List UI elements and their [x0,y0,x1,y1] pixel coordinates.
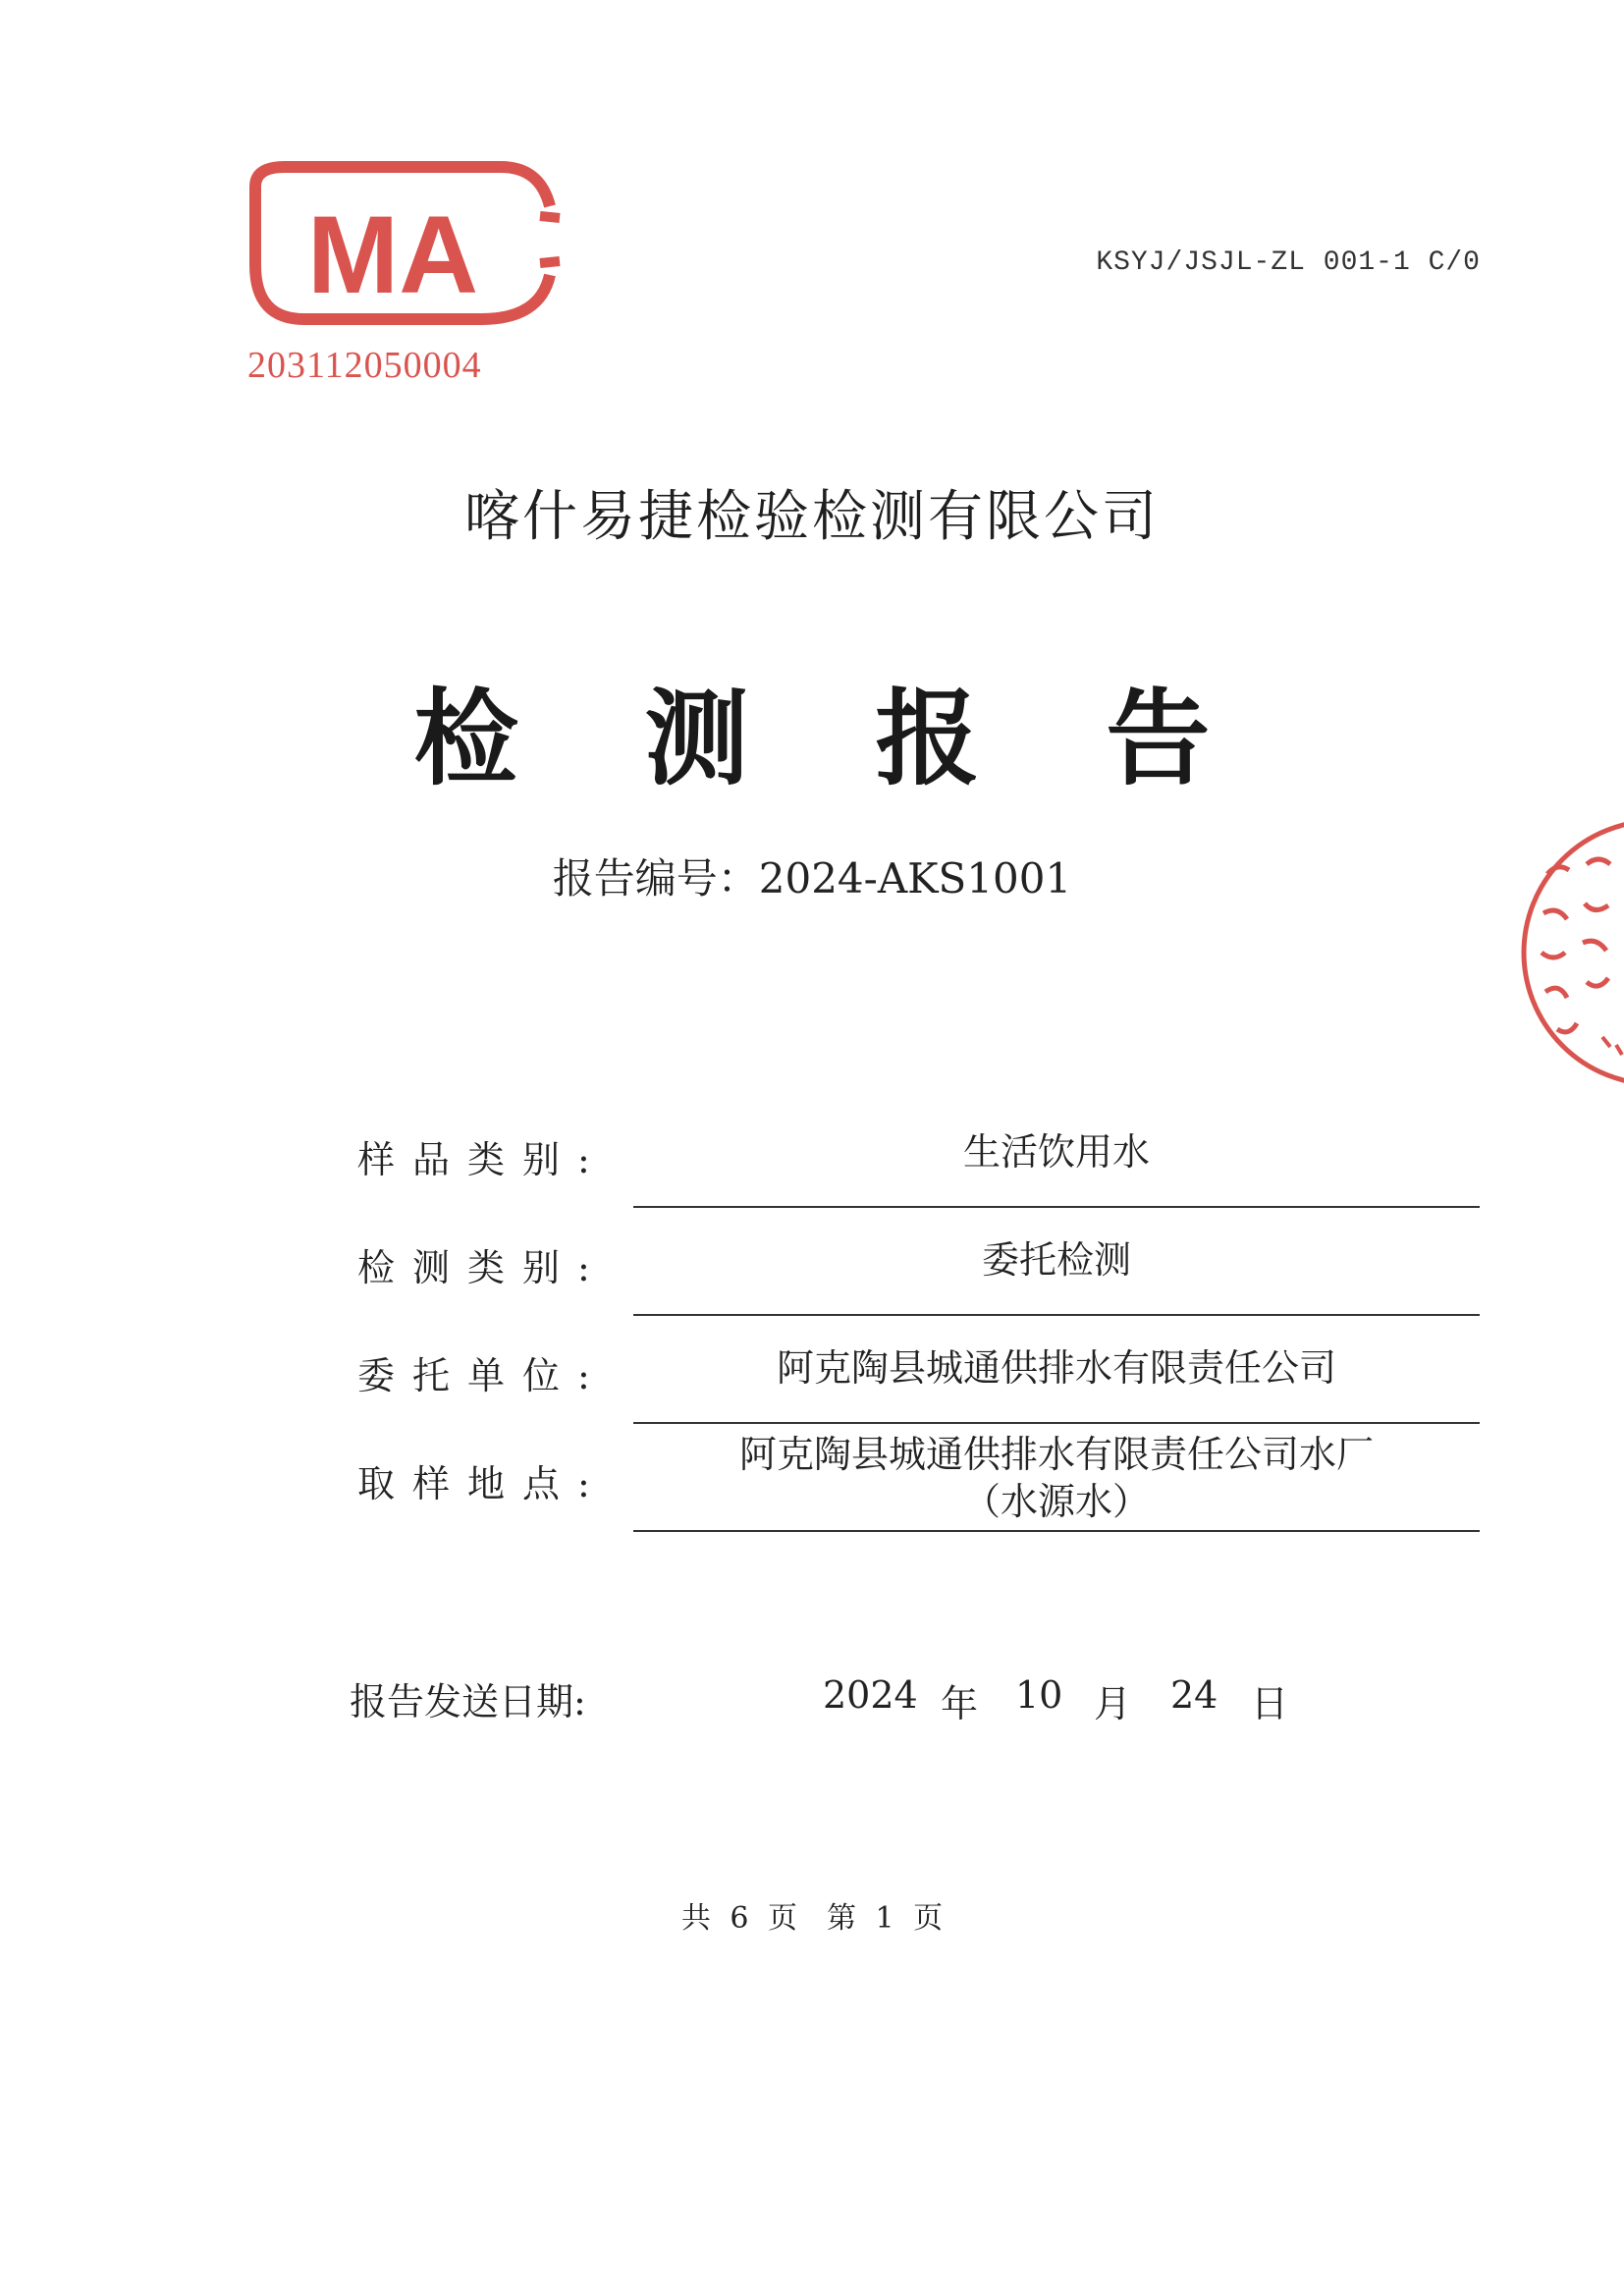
send-date-month: 10 [1015,1673,1063,1717]
field-underline [633,1422,1480,1424]
cma-certificate-number: 203112050004 [247,345,482,386]
field-value-line2: （水源水） [962,1480,1150,1523]
field-value: 阿克陶县城通供排水有限责任公司 [776,1346,1336,1390]
page-indicator: 共 6 页 第 1 页 [680,1901,944,1936]
field-underline [633,1206,1480,1208]
field-label: 委托单位: [357,1354,608,1397]
send-date-month-unit: 月 [1094,1682,1132,1725]
company-name: 喀什易捷检验检测有限公司 [464,485,1160,549]
send-date-label: 报告发送日期: [350,1680,586,1723]
field-label: 样品类别: [357,1138,608,1181]
field-value: 委托检测 [981,1238,1131,1282]
field-label: 取样地点: [357,1462,608,1505]
seal-stamp-icon [1508,805,1624,1100]
report-number: 报告编号：2024-AKS1001 [552,854,1072,902]
field-value: 阿克陶县城通供排水有限责任公司水厂 [738,1433,1374,1476]
report-title: 检 测 报 告 [413,677,1256,799]
field-underline [633,1314,1480,1316]
send-date-day: 24 [1170,1673,1218,1717]
send-date-year: 2024 [823,1673,918,1717]
send-date-day-unit: 日 [1251,1682,1289,1725]
company-seal [1508,805,1624,1100]
cma-mark-text: MA [306,193,479,316]
field-underline [633,1530,1480,1532]
field-value: 生活饮用水 [962,1130,1150,1174]
field-label: 检测类别: [357,1246,608,1289]
cma-logo-icon [245,157,569,354]
document-code: KSYJ/JSJL-ZL 001-1 C/0 [1096,247,1481,278]
cma-accreditation-mark [245,157,569,403]
send-date-year-unit: 年 [941,1682,979,1725]
